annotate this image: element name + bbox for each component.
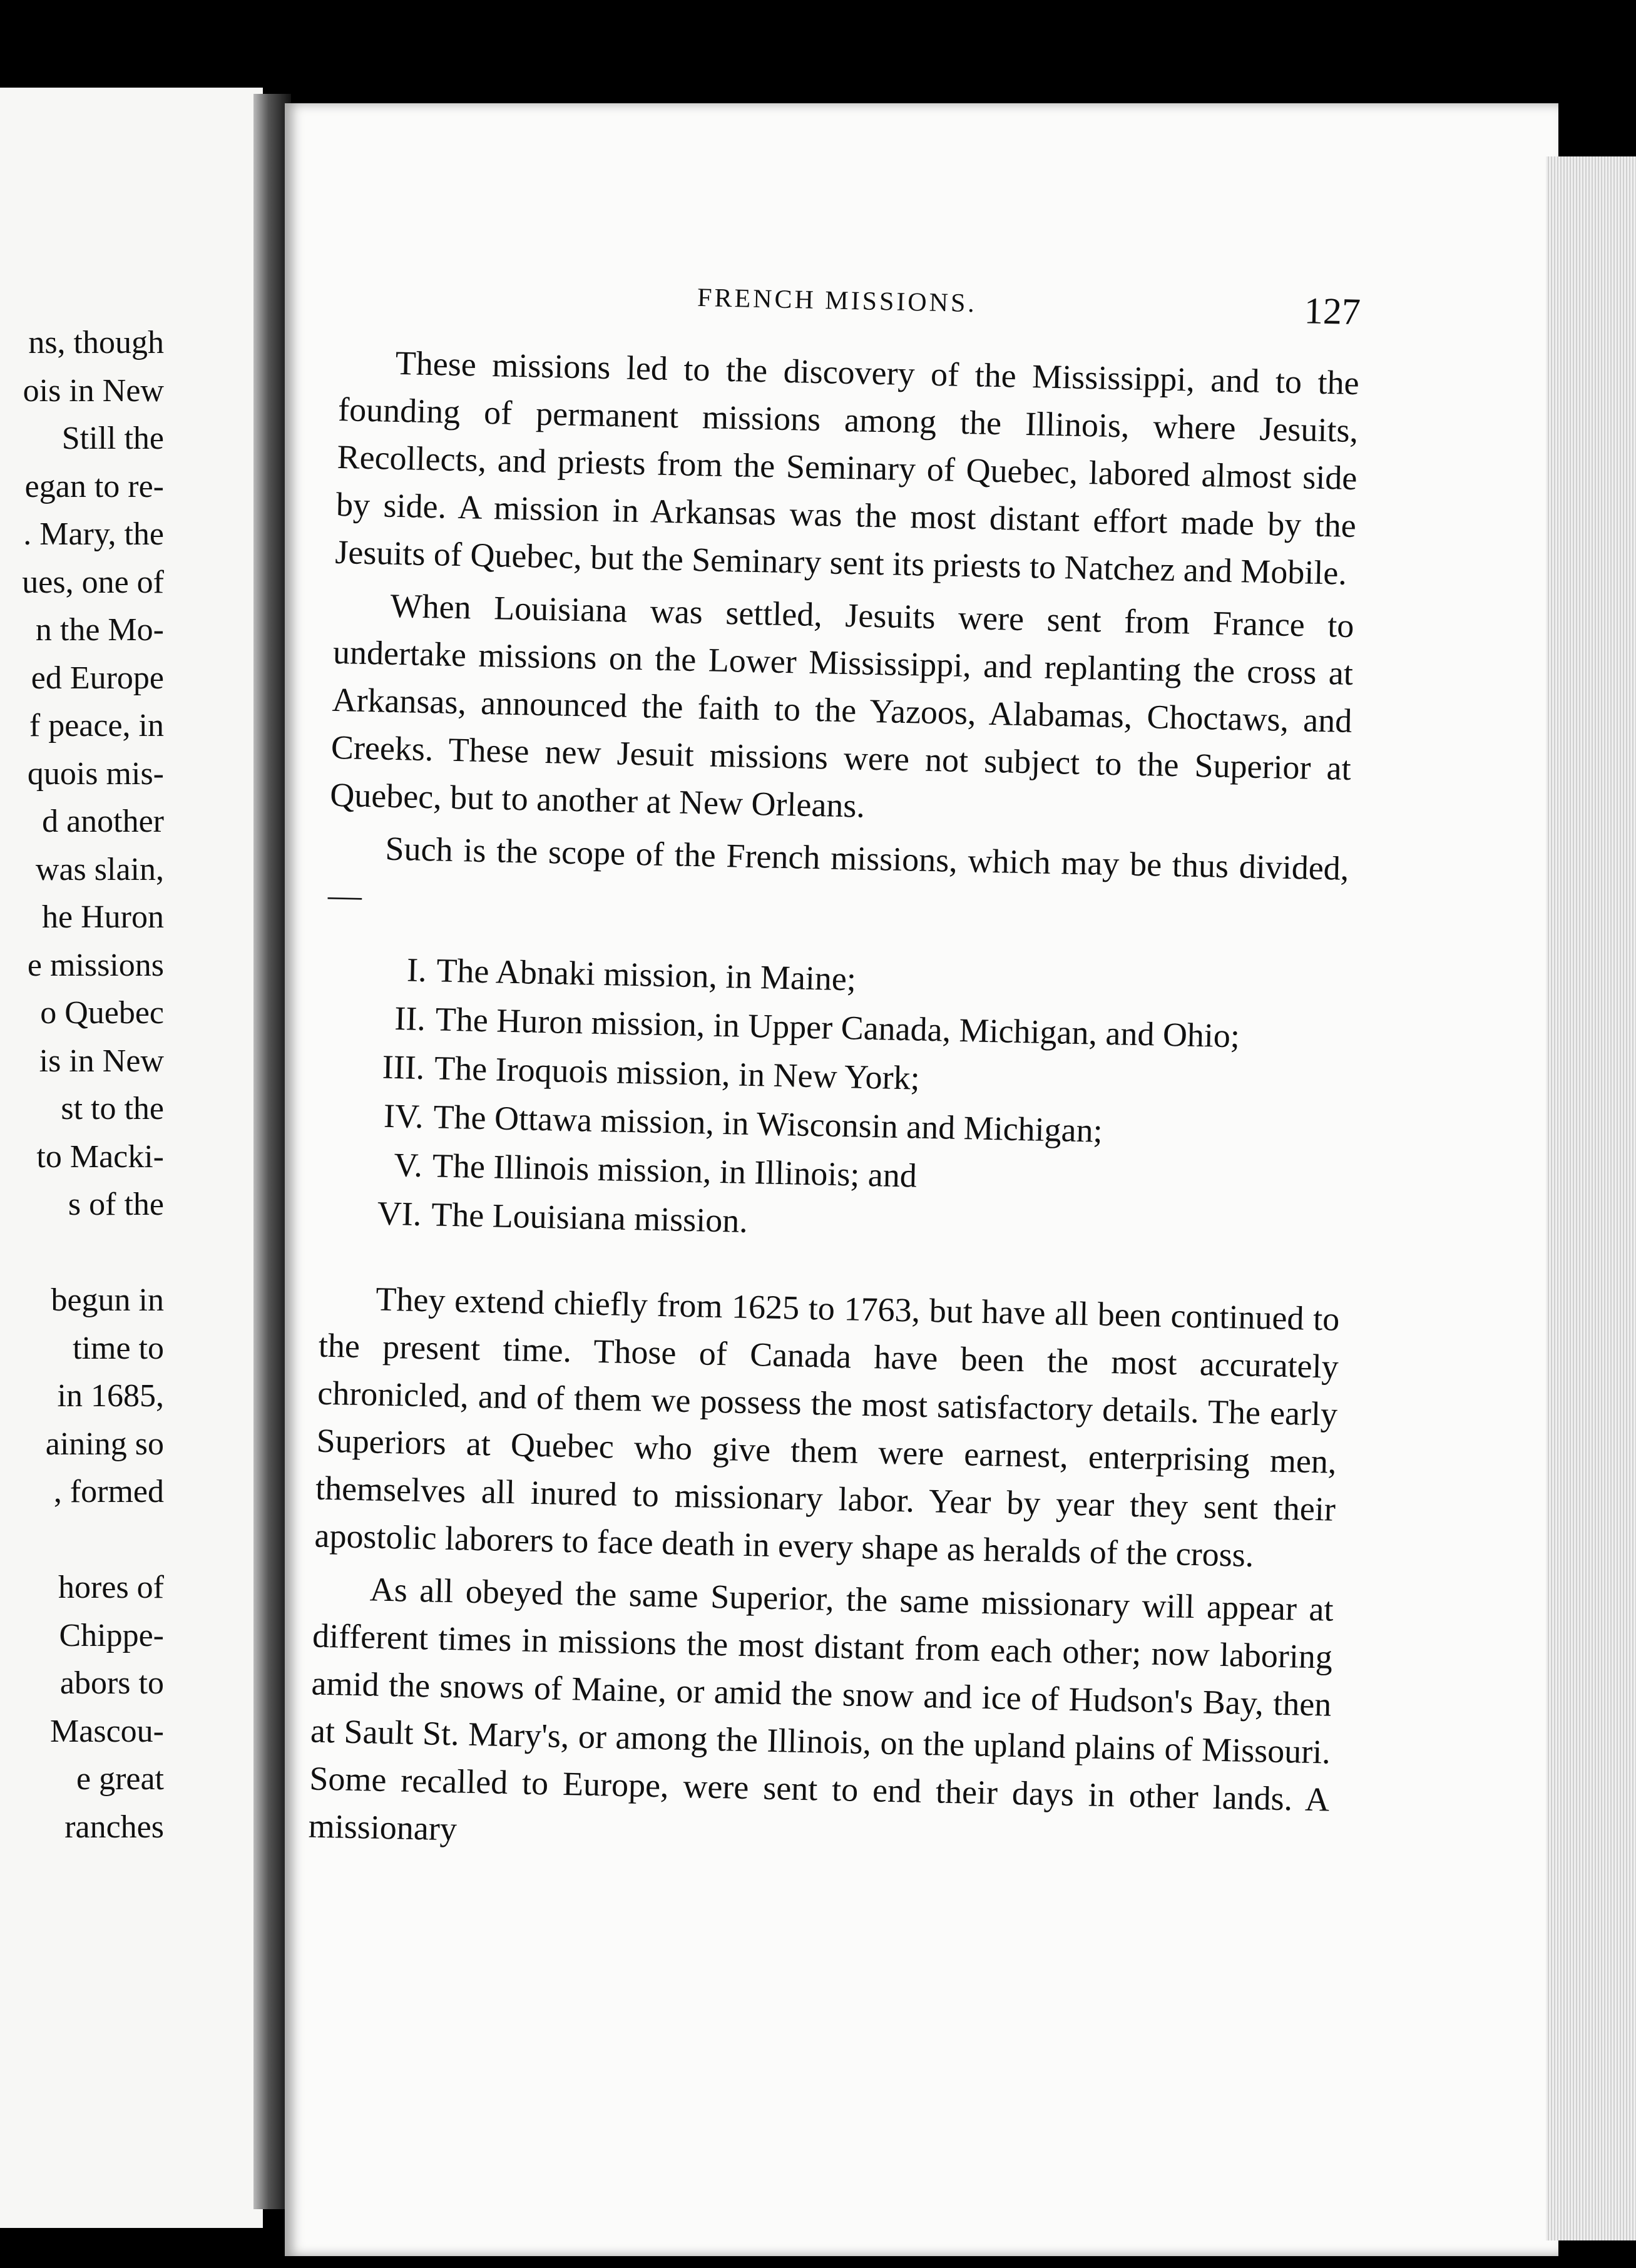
left-line <box>0 1516 164 1565</box>
left-line: Chippe- <box>59 1617 164 1653</box>
list-text: The Illinois mission, in Illinois; and <box>432 1147 918 1195</box>
left-line: . Mary, the <box>23 516 164 552</box>
left-line: st to the <box>61 1091 164 1126</box>
left-line: quois mis- <box>27 755 164 792</box>
left-line: in 1685, <box>57 1378 164 1414</box>
left-line: d another <box>42 804 164 839</box>
list-text: The Iroquois mission, in New York; <box>434 1049 921 1097</box>
left-line: ed Europe <box>31 660 164 696</box>
left-line: abors to <box>59 1665 164 1701</box>
list-text: The Louisiana mission. <box>431 1195 749 1240</box>
left-line: egan to re- <box>24 468 164 504</box>
page-edges <box>1546 156 1636 2240</box>
page-content <box>308 269 1361 1876</box>
left-line <box>0 1229 164 1277</box>
left-line: ois in New <box>23 372 164 409</box>
left-line: n the Mo- <box>35 612 164 648</box>
left-line: ns, though <box>28 325 164 360</box>
left-line: time to <box>73 1330 164 1366</box>
left-line: ranches <box>64 1809 164 1845</box>
left-line: begun in <box>51 1282 164 1318</box>
list-text: The Ottawa mission, in Wisconsin and Michigan; <box>433 1098 1103 1150</box>
left-line: Mascou- <box>50 1713 164 1749</box>
paragraph: Such is the scope of the French missions, which may be thus divided,— <box>327 829 1349 914</box>
list-number: V. <box>393 1146 423 1185</box>
page-number: 127 <box>1304 290 1361 333</box>
left-line: hores of <box>58 1570 164 1605</box>
left-page-text <box>0 319 164 1851</box>
list-text: The Huron mission, in Upper Canada, Michigan, and Ohio; <box>435 1000 1240 1055</box>
paragraph: When Louisiana was settled, Jesuits were sent from France to undertake missions on the Lower Mississippi, and replanting the cross at Arkansas, announced the faith to the Yazoos, Alabamas, Choctaws, and Creeks. These new Jesuit missions were not subject to the Superior at Quebec, but to another at New Orleans. <box>329 586 1355 825</box>
paragraph: These missions led to the discovery of the Mississippi, and to the founding of permanent missions among the Illinois, where Jesuits, Recollects, and priests from the Seminary of Quebec, labored almost side by side. A mission in Arkansas was the most distant effort made by the Jesuits of Quebec, but the Seminary sent its priests to Natchez and Mobile. <box>334 344 1360 592</box>
list-text: The Abnaki mission, in Maine; <box>436 951 857 998</box>
list-number: I. <box>406 951 427 989</box>
paragraph: They extend chiefly from 1625 to 1763, but have all been continued to the present time. Those of Canada have been the most accurately chronicled, and of them we possess the most satisfactory details. The early Superiors at Quebec who give them were earnest, enterprising men, themselves all inured to missionary labor. Year by year they sent their apostolic laborers to face death in every shape as heralds of the cross. <box>314 1280 1340 1574</box>
running-head: FRENCH MISSIONS. <box>697 283 978 319</box>
left-line: to Macki- <box>36 1138 164 1175</box>
list-number: IV. <box>383 1096 424 1136</box>
left-line: s of the <box>68 1187 164 1222</box>
list-number: VI. <box>377 1194 422 1234</box>
left-line: Still the <box>61 421 164 456</box>
left-line: e missions <box>27 947 164 983</box>
paragraph: As all obeyed the same Superior, the same missionary will appear at different times in missions the most distant from each other; now laboring amid the snows of Maine, or amid the snow and ice of Hudson's Bay, then at Sault St. Mary's, or among the Illinois, on the upland plains of Missouri. Some recalled to Europe, were sent to end their days in other lands. A missionary <box>308 1570 1334 1848</box>
left-line: , formed <box>53 1474 164 1509</box>
list-number: II. <box>394 999 426 1038</box>
missions-list <box>321 944 1347 1258</box>
left-line: e great <box>76 1761 164 1797</box>
list-number: III. <box>382 1048 425 1087</box>
left-line: f peace, in <box>29 708 164 743</box>
left-line: ues, one of <box>22 564 164 600</box>
left-line: aining so <box>45 1426 164 1462</box>
left-line: is in New <box>39 1043 164 1079</box>
left-line: o Quebec <box>40 995 164 1031</box>
left-line: he Huron <box>42 899 164 935</box>
left-line: was slain, <box>35 851 164 887</box>
